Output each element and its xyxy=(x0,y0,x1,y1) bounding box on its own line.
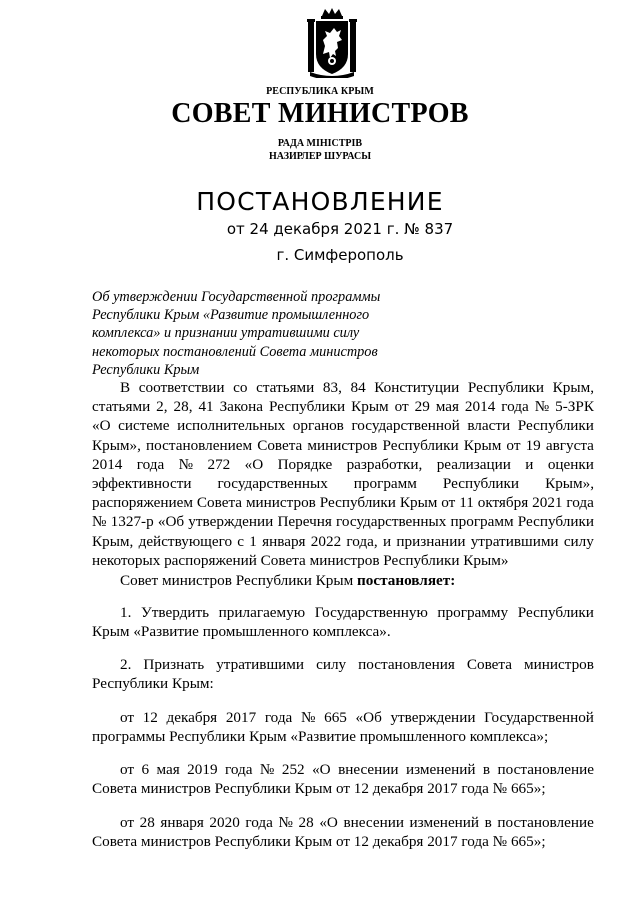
council-title-crimean-tatar: НАЗИРЛЕР ШУРАСЫ xyxy=(268,151,372,162)
decision-paragraph xyxy=(92,571,594,590)
subject-line: некоторых постановлений Совета министров xyxy=(92,343,378,360)
word: 2. xyxy=(120,656,132,673)
word: изменений xyxy=(405,761,476,778)
item-line: Совета министров Республики Крым от 12 декабря 2017 года № 665»; xyxy=(92,833,546,851)
word: внесении xyxy=(343,814,404,831)
word: 2014 xyxy=(464,398,496,416)
preamble-paragraph xyxy=(92,378,594,570)
word: статьями xyxy=(256,379,315,396)
word: Государственную xyxy=(314,604,428,621)
word: Порядке xyxy=(277,455,333,473)
word: № xyxy=(259,761,275,778)
preamble-line xyxy=(92,378,594,397)
word: Крым xyxy=(399,494,438,512)
word: 84 xyxy=(350,379,366,396)
word: 1. xyxy=(120,604,132,621)
word: Республики xyxy=(382,436,459,454)
word: Республики xyxy=(268,398,346,416)
word: программ xyxy=(450,513,514,531)
word: от xyxy=(441,494,456,512)
word: «О xyxy=(319,814,338,831)
word: Совета xyxy=(196,494,243,512)
word: Конституции xyxy=(374,379,460,396)
word: исполнительных xyxy=(177,417,286,435)
word: Закона xyxy=(219,398,263,416)
document-subject xyxy=(92,288,422,379)
preamble-line xyxy=(92,532,594,551)
item-line xyxy=(92,813,594,832)
item-line xyxy=(92,760,594,779)
word: Государственной xyxy=(484,709,594,726)
document-date-number: от 24 декабря 2021 г. № 837 xyxy=(226,220,454,238)
subject-line: Об утверждении Государственной программы xyxy=(92,289,381,305)
word: от xyxy=(120,814,135,831)
word: 2019 xyxy=(187,761,218,778)
subject-line: комплекса» и признании утратившими силу xyxy=(92,325,360,342)
council-title: СОВЕТ МИНИСТРОВ xyxy=(171,98,469,129)
word: № xyxy=(92,513,107,531)
word: 28, xyxy=(173,398,193,416)
word: с xyxy=(237,532,245,550)
preamble-line xyxy=(92,493,594,512)
word: разработки, xyxy=(346,455,423,473)
word: утверждении xyxy=(390,709,476,726)
word: постановлением xyxy=(146,436,253,454)
word: «О xyxy=(312,761,331,778)
word: 12 xyxy=(142,709,158,726)
word: Совета xyxy=(257,436,303,454)
item-line: Совета министров Республики Крым от 12 декабря 2017 года № 665»; xyxy=(92,780,546,798)
word: утратившими xyxy=(470,532,559,550)
word: № xyxy=(300,709,316,726)
word: оценки xyxy=(547,455,594,473)
word: и xyxy=(525,455,534,473)
word: внесении xyxy=(338,761,399,778)
word: Признать xyxy=(143,656,205,673)
preamble-line xyxy=(92,474,594,493)
preamble-line xyxy=(92,416,594,435)
word: Крым xyxy=(351,398,389,416)
word: октября xyxy=(477,494,529,512)
word: программу xyxy=(437,604,509,621)
word: Крым xyxy=(463,436,502,454)
word: силу xyxy=(316,656,347,673)
decision-verb: постановляет: xyxy=(357,572,456,589)
word: января xyxy=(262,532,306,550)
word: 665 xyxy=(324,709,347,726)
word: утверждении xyxy=(188,513,274,531)
document-city: г. Симферополь xyxy=(276,246,404,264)
word: года xyxy=(264,709,293,726)
item-line: Крым «Развитие промышленного комплекса». xyxy=(92,623,391,641)
document-type: ПОСТАНОВЛЕНИЕ xyxy=(196,187,444,216)
word: года xyxy=(245,814,273,831)
word: государственных xyxy=(217,475,328,493)
word: января xyxy=(160,814,204,831)
word: Крым», xyxy=(92,436,141,454)
word: 2, xyxy=(156,398,168,416)
repealed-act-3-paragraph xyxy=(92,813,594,851)
word: соответствии xyxy=(138,379,225,396)
word: от xyxy=(506,436,521,454)
item-line xyxy=(92,708,594,727)
word: в xyxy=(482,761,491,778)
item-line xyxy=(92,603,594,622)
word: в xyxy=(484,814,492,831)
word: Республики xyxy=(467,379,545,396)
word: 29 xyxy=(414,398,430,416)
word: Республики xyxy=(517,417,594,435)
word: года, xyxy=(346,532,378,550)
word: «Об xyxy=(157,513,185,531)
word: постановление xyxy=(497,761,594,778)
word: министров xyxy=(245,494,316,512)
word: программ xyxy=(353,475,417,493)
word: реализации xyxy=(436,455,511,473)
word: года xyxy=(501,398,529,416)
word: Утвердить xyxy=(141,604,210,621)
preamble-line xyxy=(92,397,594,416)
word: прилагаемую xyxy=(218,604,306,621)
word: Совета xyxy=(466,656,512,673)
word: постановления xyxy=(358,656,455,673)
word: Перечня xyxy=(277,513,332,531)
preamble-line: некоторых распоряжений Совета министров Республики Крым» xyxy=(92,551,509,569)
word: и xyxy=(382,532,392,550)
word: власти xyxy=(467,417,511,435)
word: государственных xyxy=(336,513,447,531)
word: утратившими xyxy=(216,656,305,673)
word: 2021 xyxy=(532,494,563,512)
word: Республики xyxy=(517,604,594,621)
word: 5-ЗРК xyxy=(555,398,594,416)
word: 2022 xyxy=(310,532,342,550)
republic-title: РЕСПУБЛИКА КРЫМ xyxy=(266,86,374,97)
decision-lead: Совет министров Республики Крым xyxy=(120,572,354,589)
word: года xyxy=(224,761,253,778)
repealed-act-2-paragraph xyxy=(92,760,594,798)
word: статьями xyxy=(92,398,151,416)
word: Крым, xyxy=(92,532,134,550)
word: действующего xyxy=(138,532,233,550)
word: августа xyxy=(545,436,594,454)
word: 28 xyxy=(298,814,314,831)
word: органов xyxy=(292,417,344,435)
word: государственной xyxy=(351,417,460,435)
word: № xyxy=(278,814,293,831)
item-line xyxy=(92,655,594,674)
repealed-act-1-paragraph xyxy=(92,708,594,746)
word: 83, xyxy=(322,379,342,396)
word: министров xyxy=(307,436,378,454)
item-line: Республики Крым: xyxy=(92,675,214,693)
word: постановление xyxy=(497,814,594,831)
item-1-paragraph xyxy=(92,603,594,641)
word: 19 xyxy=(525,436,541,454)
word: декабря xyxy=(166,709,218,726)
word: распоряжением xyxy=(92,494,194,512)
word: 6 xyxy=(141,761,150,778)
word: от xyxy=(120,761,135,778)
word: 11 xyxy=(459,494,474,512)
word: Республики xyxy=(319,494,396,512)
word: года xyxy=(566,494,594,512)
word: министров xyxy=(524,656,594,673)
item-line: программы Республики Крым «Развитие промышленного комплекса»; xyxy=(92,728,549,746)
word: 252 xyxy=(281,761,305,778)
crimea-coat-of-arms-icon xyxy=(306,6,358,78)
word: Крым, xyxy=(552,379,594,396)
word: 272 xyxy=(207,455,231,473)
word: 2014 xyxy=(92,455,123,473)
word: мая xyxy=(435,398,459,416)
word: Республики xyxy=(517,513,594,531)
word: мая xyxy=(156,761,180,778)
word: года xyxy=(136,455,165,473)
word: 28 xyxy=(139,814,155,831)
preamble-line xyxy=(92,436,594,455)
word: со xyxy=(233,379,248,396)
word: № xyxy=(178,455,194,473)
word: признании xyxy=(396,532,466,550)
word: Республики xyxy=(442,475,520,493)
word: от xyxy=(120,709,135,726)
word: системе xyxy=(118,417,170,435)
preamble-line xyxy=(92,512,594,531)
word: «О xyxy=(244,455,264,473)
word: «Об xyxy=(355,709,382,726)
word: силу xyxy=(563,532,594,550)
item-2-paragraph xyxy=(92,655,594,693)
word: изменений xyxy=(409,814,480,831)
word: № xyxy=(534,398,550,416)
subject-line: Республики Крым «Развитие промышленного xyxy=(92,307,370,324)
word: 41 xyxy=(198,398,214,416)
word: 1327-р xyxy=(110,513,154,531)
word: эффективности xyxy=(92,475,192,493)
subject-line: Республики Крым xyxy=(92,361,200,378)
preamble-line xyxy=(92,455,594,474)
word: «О xyxy=(92,417,111,435)
word: 2017 xyxy=(225,709,257,726)
word: 2020 xyxy=(209,814,240,831)
word: В xyxy=(120,379,131,396)
word: Крым», xyxy=(545,475,594,493)
word: от xyxy=(394,398,409,416)
word: 1 xyxy=(249,532,257,550)
council-title-ukrainian: РАДА МІНІСТРІВ xyxy=(277,138,363,149)
